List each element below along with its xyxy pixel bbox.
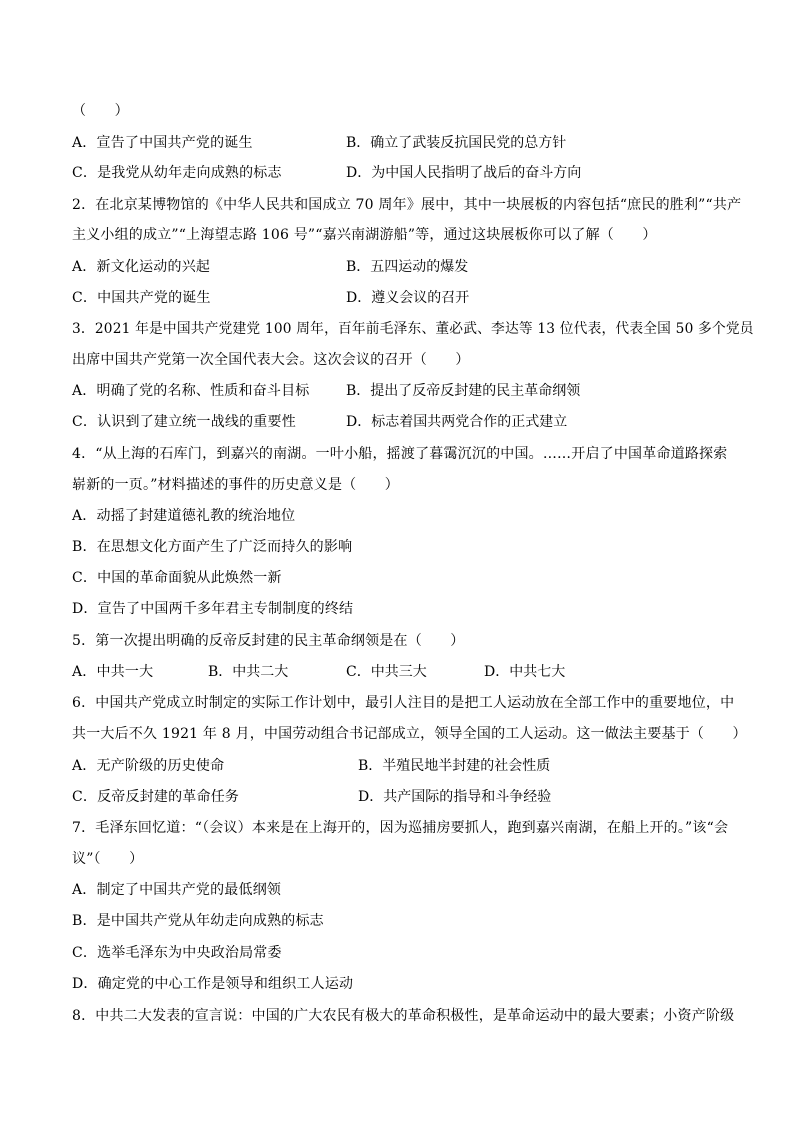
q1-option-a: A．宣告了中国共产党的诞生 (72, 135, 253, 151)
q3-option-d: D．标志着国共两党合作的正式建立 (346, 414, 568, 430)
q6-stem-line2: 共一大后不久 1921 年 8 月，中国劳动组合书记部成立，领导全国的工人运动。这一做法主要基于（ ） (72, 726, 747, 742)
q3-option-b: B．提出了反帝反封建的民主革命纲领 (346, 383, 581, 399)
q2-option-b: B．五四运动的爆发 (346, 259, 469, 275)
q6-option-c: C．反帝反封建的革命任务 (72, 789, 240, 805)
q7-stem-line2: 议”（ ） (72, 851, 144, 867)
q7-option-a: A．制定了中国共产党的最低纲领 (72, 882, 282, 898)
q2-option-a: A．新文化运动的兴起 (72, 259, 211, 275)
q5-option-b: B．中共二大 (208, 664, 289, 680)
answer-bracket: （ ） (72, 103, 129, 119)
q2-stem-line2: 主义小组的成立”“上海望志路 106 号”“嘉兴南湖游船”等，通过这块展板你可以了解（ ） (72, 227, 657, 243)
q4-stem-line2: 崭新的一页。”材料描述的事件的历史意义是（ ） (72, 477, 399, 493)
q3-stem-line1: 3．2021 年是中国共产党建党 100 周年，百年前毛泽东、董必武、李达等 13 位代表，代表全国 50 多个党员 (72, 321, 754, 337)
q6-option-d: D．共产国际的指导和斗争经验 (358, 789, 552, 805)
q1-option-d: D．为中国人民指明了战后的奋斗方向 (346, 165, 582, 181)
q1-option-b: B．确立了武装反抗国民党的总方针 (346, 135, 567, 151)
q4-option-b: B．在思想文化方面产生了广泛而持久的影响 (72, 539, 353, 555)
q4-stem-line1: 4．“从上海的石库门，到嘉兴的南湖。一叶小船，摇渡了暮霭沉沉的中国。……开启了中国革命道路探索 (72, 446, 728, 462)
q7-option-d: D．确定党的中心工作是领导和组织工人运动 (72, 976, 354, 992)
q6-stem-line1: 6．中国共产党成立时制定的实际工作计划中，最引人注目的是把工人运动放在全部工作中的重要地位，中 (72, 695, 735, 711)
q5-option-d: D．中共七大 (484, 664, 566, 680)
q6-option-b: B．半殖民地半封建的社会性质 (358, 758, 551, 774)
q7-stem-line1: 7．毛泽东回忆道：“（会议）本来是在上海开的，因为巡捕房要抓人，跑到嘉兴南湖，在船上开的。”该“会 (72, 820, 729, 836)
q5-option-c: C．中共三大 (346, 664, 427, 680)
q6-option-a: A．无产阶级的历史使命 (72, 758, 225, 774)
q3-option-c: C．认识到了建立统一战线的重要性 (72, 414, 296, 430)
q8-stem-line1: 8．中共二大发表的宣言说：中国的广大农民有极大的革命积极性，是革命运动中的最大要素；小资产阶级 (72, 1008, 735, 1024)
q1-option-c: C．是我党从幼年走向成熟的标志 (72, 165, 282, 181)
q2-option-d: D．遵义会议的召开 (346, 290, 470, 306)
q7-option-c: C．选举毛泽东为中央政治局常委 (72, 945, 282, 961)
q2-stem-line1: 2．在北京某博物馆的《中华人民共和国成立 70 周年》展中，其中一块展板的内容包括“庶民的胜利”“共产 (72, 197, 742, 213)
q4-option-c: C．中国的革命面貌从此焕然一新 (72, 570, 282, 586)
q5-stem-line1: 5．第一次提出明确的反帝反封建的民主革命纲领是在（ ） (72, 633, 465, 649)
q7-option-b: B．是中国共产党从年幼走向成熟的标志 (72, 913, 324, 929)
q5-option-a: A．中共一大 (72, 664, 154, 680)
q4-option-a: A．动摇了封建道德礼教的统治地位 (72, 508, 296, 524)
q3-option-a: A．明确了党的名称、性质和奋斗目标 (72, 383, 310, 399)
q3-stem-line2: 出席中国共产党第一次全国代表大会。这次会议的召开（ ） (72, 352, 470, 368)
q2-option-c: C．中国共产党的诞生 (72, 290, 211, 306)
q4-option-d: D．宣告了中国两千多年君主专制制度的终结 (72, 601, 354, 617)
